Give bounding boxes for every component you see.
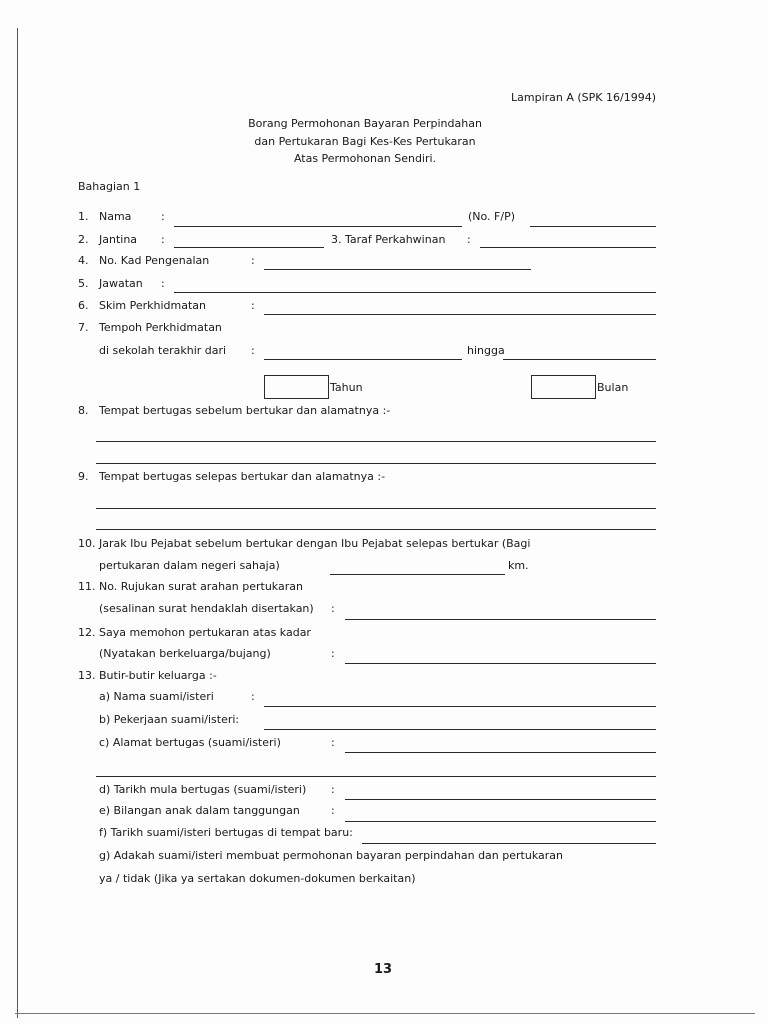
gender-label: Jantina [99, 233, 138, 246]
spouse-name-label: a) Nama suami/isteri [99, 690, 214, 703]
dependent-children-label: e) Bilangan anak dalam tanggungan [99, 804, 300, 817]
spouse-new-workplace-date-field[interactable] [362, 843, 656, 844]
marital-status-label: 3. Taraf Perkahwinan [331, 233, 446, 246]
colon: : [251, 690, 255, 703]
family-details-label: Butir-butir keluarga :- [99, 669, 217, 682]
workplace-before-label: Tempat bertugas sebelum bertukar dan alamatnya :- [99, 404, 391, 417]
spouse-work-address-field-1[interactable] [345, 752, 656, 753]
colon: : [161, 233, 165, 246]
workplace-before-field-1[interactable] [96, 441, 656, 442]
spouse-new-workplace-date-label: f) Tarikh suami/isteri bertugas di tempat baru: [99, 826, 353, 839]
item-number: 10. [78, 537, 96, 550]
colon: : [331, 804, 335, 817]
item-number: 11. [78, 580, 96, 593]
item-number: 12. [78, 626, 96, 639]
colon: : [331, 602, 335, 615]
rate-field[interactable] [345, 663, 656, 664]
colon: : [161, 210, 165, 223]
spouse-work-address-field-2[interactable] [96, 776, 656, 777]
colon: : [331, 783, 335, 796]
name-field[interactable] [174, 226, 462, 227]
section-label: Bahagian 1 [78, 180, 141, 193]
item-number: 6. [78, 299, 89, 312]
reference-label-line-1: No. Rujukan surat arahan pertukaran [99, 580, 303, 593]
yes-no-answer-label: ya / tidak (Jika ya sertakan dokumen-dokumen berkaitan) [99, 872, 416, 885]
distance-label-line-2: pertukaran dalam negeri sahaja) [99, 559, 280, 572]
item-number: 13. [78, 669, 96, 682]
scan-bottom-line [15, 1013, 755, 1014]
years-label: Tahun [330, 381, 363, 394]
gender-field[interactable] [174, 247, 324, 248]
item-number: 5. [78, 277, 89, 290]
colon: : [331, 647, 335, 660]
rate-label-line-2: (Nyatakan berkeluarga/bujang) [99, 647, 271, 660]
reference-label-line-2: (sesalinan surat hendaklah disertakan) [99, 602, 314, 615]
spouse-start-date-label: d) Tarikh mula bertugas (suami/isteri) [99, 783, 307, 796]
position-label: Jawatan [99, 277, 143, 290]
spouse-work-address-label: c) Alamat bertugas (suami/isteri) [99, 736, 281, 749]
service-scheme-field[interactable] [264, 314, 656, 315]
reference-field[interactable] [345, 619, 656, 620]
spouse-name-field[interactable] [264, 706, 656, 707]
months-box[interactable] [531, 375, 596, 399]
distance-label-line-1: Jarak Ibu Pejabat sebelum bertukar dengan Ibu Pejabat selepas bertukar (Bagi [99, 537, 531, 550]
position-field[interactable] [174, 292, 656, 293]
fp-number-label: (No. F/P) [468, 210, 516, 223]
spouse-occupation-field[interactable] [264, 729, 656, 730]
period-from-field[interactable] [264, 359, 462, 360]
years-box[interactable] [264, 375, 329, 399]
colon: : [467, 233, 471, 246]
distance-field[interactable] [330, 574, 505, 575]
service-scheme-label: Skim Perkhidmatan [99, 299, 207, 312]
ic-number-label: No. Kad Pengenalan [99, 254, 210, 267]
colon: : [251, 254, 255, 267]
workplace-after-field-2[interactable] [96, 529, 656, 530]
item-number: 2. [78, 233, 89, 246]
marital-status-field[interactable] [480, 247, 656, 248]
dependent-children-field[interactable] [345, 821, 656, 822]
scan-edge-line [17, 28, 18, 1018]
item-number: 7. [78, 321, 89, 334]
km-label: km. [508, 559, 529, 572]
workplace-after-label: Tempat bertugas selepas bertukar dan alamatnya :- [99, 470, 386, 483]
last-school-label: di sekolah terakhir dari [99, 344, 227, 357]
colon: : [331, 736, 335, 749]
ic-number-field[interactable] [264, 269, 531, 270]
workplace-before-field-2[interactable] [96, 463, 656, 464]
item-number: 8. [78, 404, 89, 417]
rate-label-line-1: Saya memohon pertukaran atas kadar [99, 626, 311, 639]
until-label: hingga [467, 344, 505, 357]
appendix-label: Lampiran A (SPK 16/1994) [511, 91, 656, 104]
form-title-line-2: dan Pertukaran Bagi Kes-Kes Pertukaran [254, 135, 476, 148]
workplace-after-field-1[interactable] [96, 508, 656, 509]
period-until-field[interactable] [503, 359, 656, 360]
item-number: 1. [78, 210, 89, 223]
fp-number-field[interactable] [530, 226, 656, 227]
months-label: Bulan [597, 381, 629, 394]
form-title-line-1: Borang Permohonan Bayaran Perpindahan [248, 117, 482, 130]
item-number: 4. [78, 254, 89, 267]
page-number: 13 [374, 962, 393, 977]
item-number: 9. [78, 470, 89, 483]
spouse-start-date-field[interactable] [345, 799, 656, 800]
colon: : [251, 344, 255, 357]
service-period-label: Tempoh Perkhidmatan [99, 321, 222, 334]
form-title-line-3: Atas Permohonan Sendiri. [293, 152, 437, 165]
colon: : [161, 277, 165, 290]
name-label: Nama [99, 210, 132, 223]
colon: : [251, 299, 255, 312]
spouse-occupation-label: b) Pekerjaan suami/isteri: [99, 713, 240, 726]
spouse-application-question: g) Adakah suami/isteri membuat permohonan bayaran perpindahan dan pertukaran [99, 849, 563, 862]
